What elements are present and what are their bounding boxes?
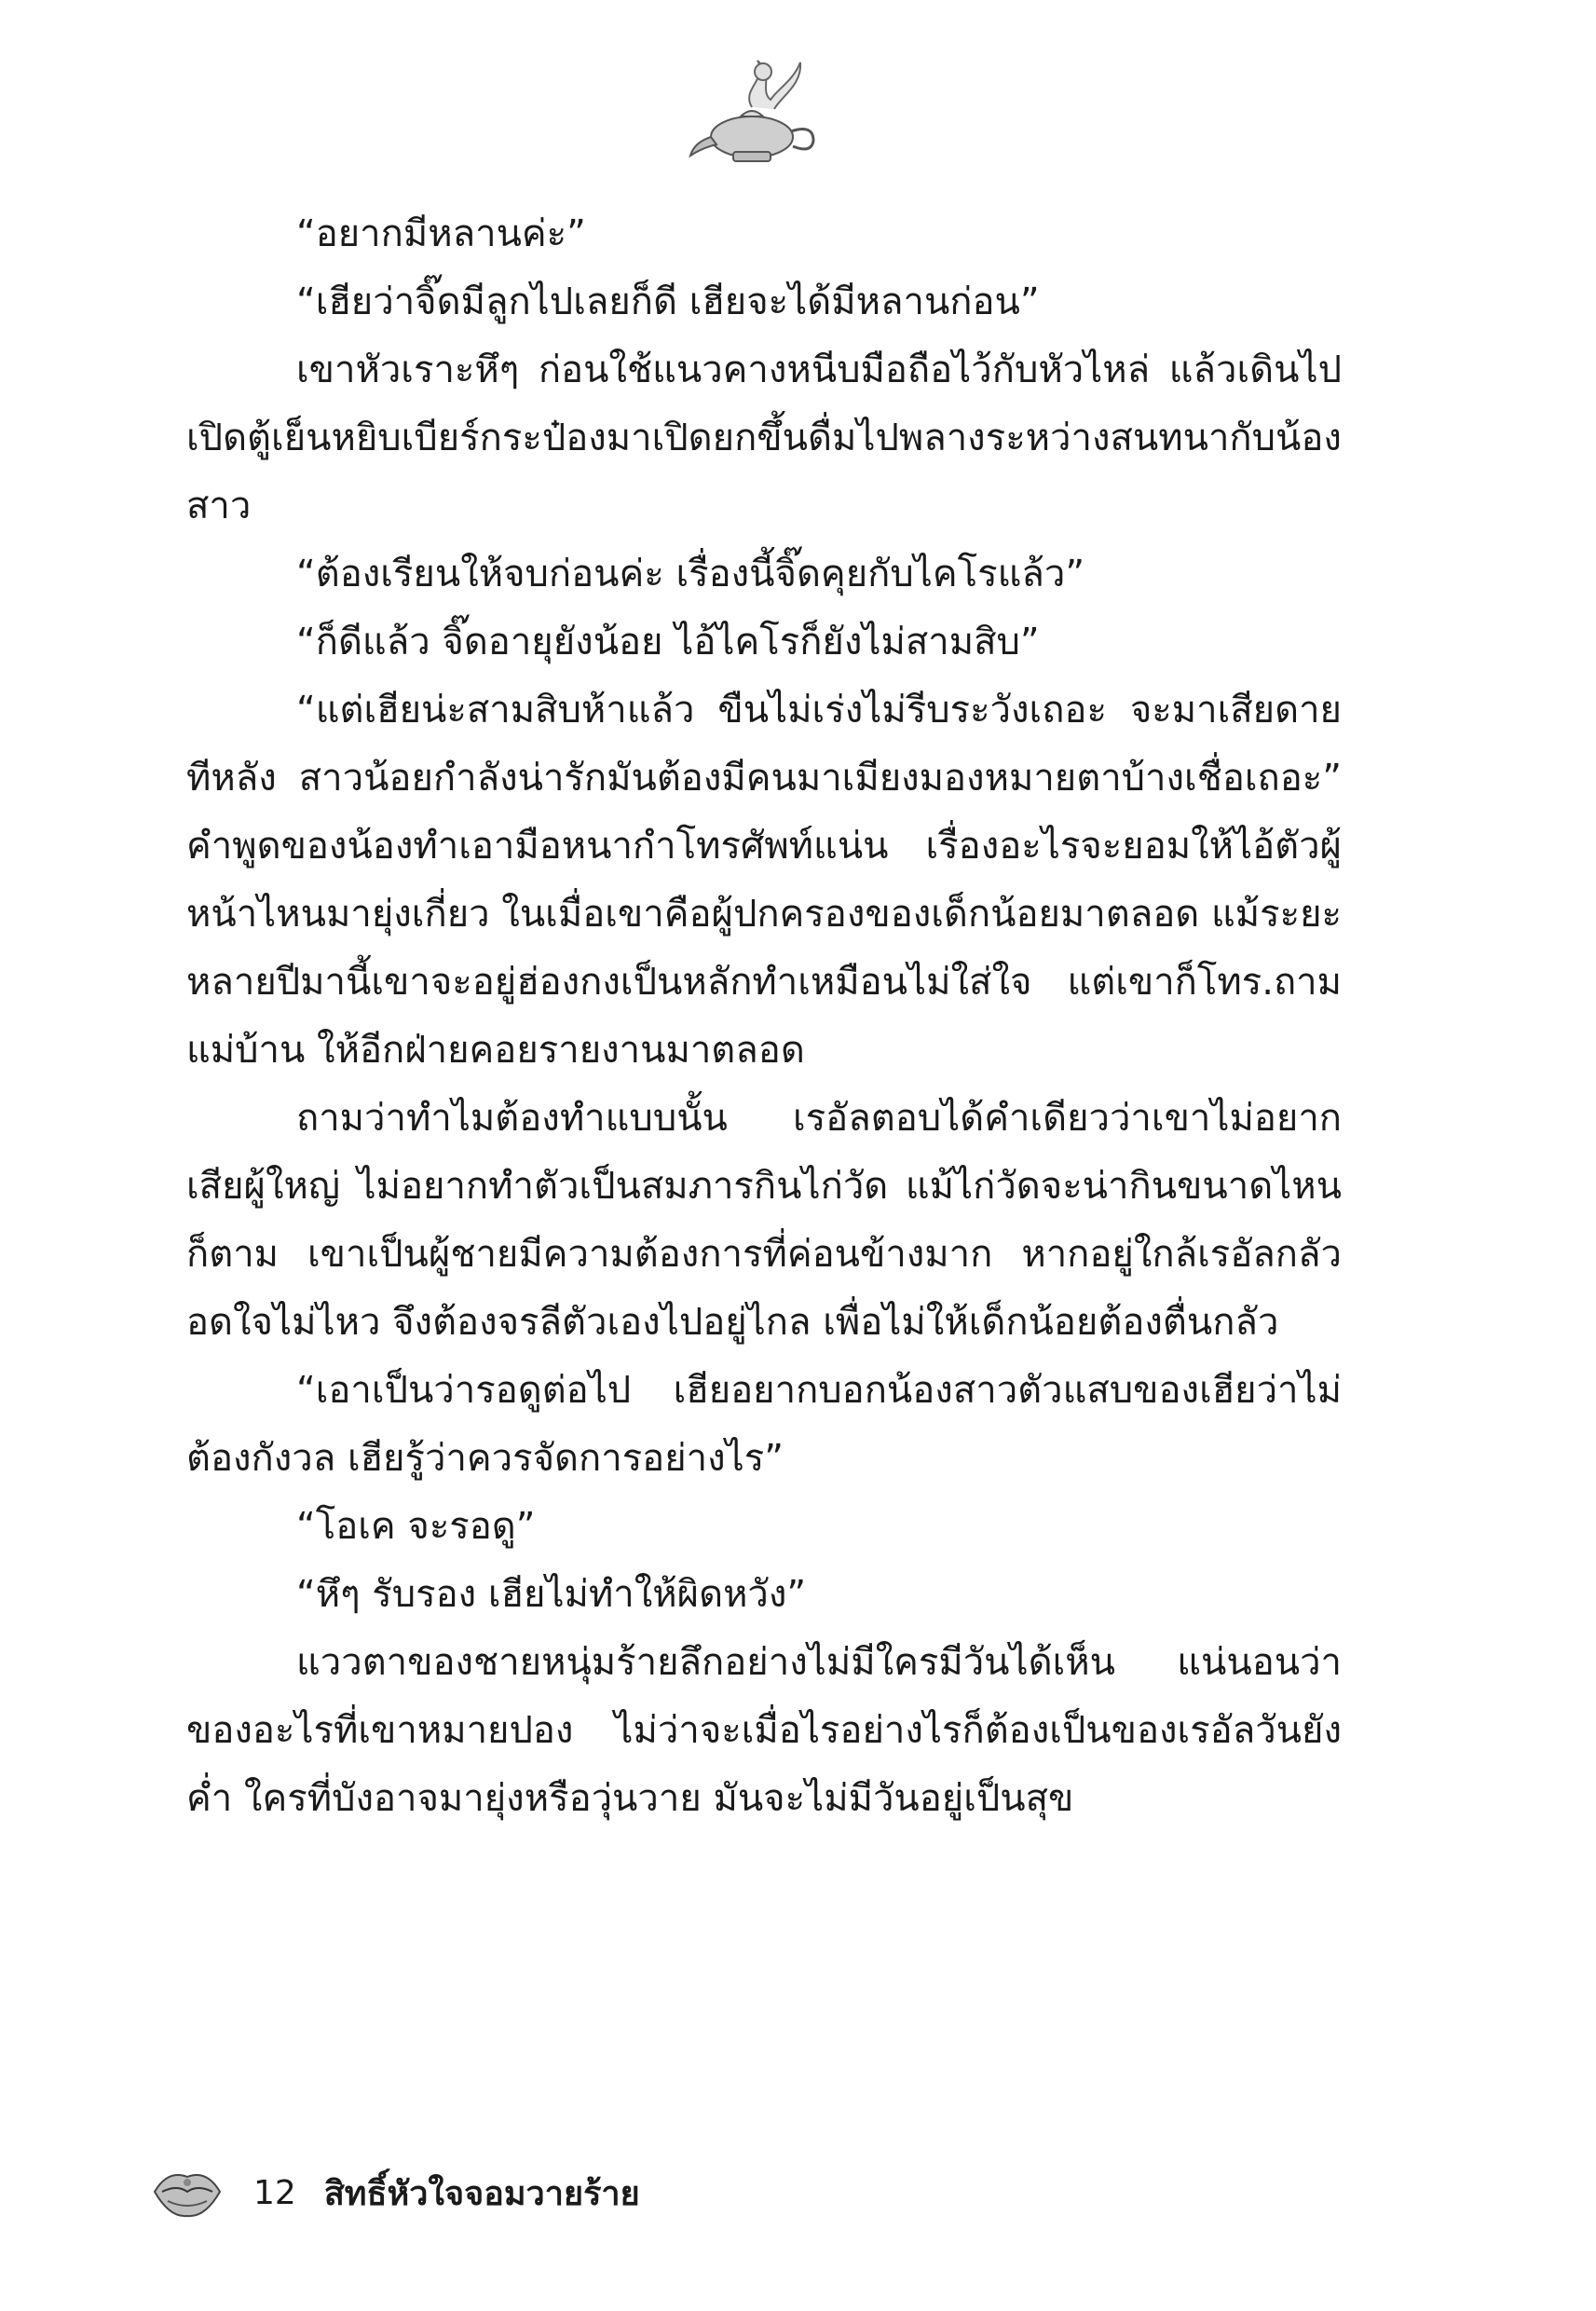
paragraph: “แต่เฮียน่ะสามสิบห้าแล้ว ขืนไม่เร่งไม่รีบระวังเถอะ จะมาเสียดายทีหลัง สาวน้อยกำลังน่ารักมันต้องมีคนมาเมียงมองหมายตาบ้างเชื่อเถอะ” คำพูดของน้องทำเอามือหนากำโทรศัพท์แน่น เรื่องอะไรจะยอมให้ไอ้ตัวผู้หน้าไหนมายุ่งเกี่ยว ในเมื่อเขาคือผู้ปกครองของเด็กน้อยมาตลอด แม้ระยะหลายปีมานี้เขาจะอยู่ฮ่องกงเป็นหลักทำเหมือนไม่ใส่ใจ แต่เขาก็โทร.ถามแม่บ้าน ให้อีกฝ่ายคอยรายงานมาตลอด (186, 689, 1342, 1072)
book-logo-icon (149, 2164, 225, 2222)
page-footer (149, 2160, 640, 2225)
paragraph: ถามว่าทำไมต้องทำแบบนั้น เรอัลตอบได้คำเดียวว่าเขาไม่อยากเสียผู้ใหญ่ ไม่อยากทำตัวเป็นสมภารกินไก่วัด แม้ไก่วัดจะน่ากินขนาดไหนก็ตาม เขาเป็นผู้ชายมีความต้องการที่ค่อนข้างมาก หากอยู่ใกล้เรอัลกลัวอดใจไม่ไหว จึงต้องจรลีตัวเองไปอยู่ไกล เพื่อไม่ให้เด็กน้อยต้องตื่นกลัว (186, 1097, 1342, 1344)
paragraph: “โอเค จะรอดู” (296, 1505, 536, 1548)
paragraph: “อยากมีหลานค่ะ” (296, 212, 586, 255)
paragraph: “เอาเป็นว่ารอดูต่อไป เฮียอยากบอกน้องสาวตัวแสบของเฮียว่าไม่ต้องกังวล เฮียรู้ว่าควรจัดการอย่างไร” (186, 1369, 1342, 1480)
paragraph: “ก็ดีแล้ว จิ๊ดอายุยังน้อย ไอ้ไคโรก็ยังไม่สามสิบ” (296, 621, 1040, 663)
book-title: สิทธิ์หัวใจจอมวายร้าย (323, 2174, 640, 2213)
paragraph: “ต้องเรียนให้จบก่อนค่ะ เรื่องนี้จิ๊ดคุยกับไคโรแล้ว” (296, 553, 1085, 595)
page-number: 12 (253, 2173, 296, 2212)
page-body (186, 200, 1342, 1833)
genie-lamp-icon (685, 51, 825, 172)
paragraph: “หึๆ รับรอง เฮียไม่ทำให้ผิดหวัง” (296, 1573, 807, 1616)
paragraph: เขาหัวเราะหึๆ ก่อนใช้แนวคางหนีบมือถือไว้กับหัวไหล่ แล้วเดินไปเปิดตู้เย็นหยิบเบียร์กระป๋องมาเปิดยกขึ้นดื่มไปพลางระหว่างสนทนากับน้องสาว (186, 349, 1342, 527)
paragraph: แววตาของชายหนุ่มร้ายลึกอย่างไม่มีใครมีวันได้เห็น แน่นอนว่าของอะไรที่เขาหมายปอง ไม่ว่าจะเมื่อไรอย่างไรก็ต้องเป็นของเรอัลวันยังค่ำ ใครที่บังอาจมายุ่งหรือวุ่นวาย มันจะไม่มีวันอยู่เป็นสุข (186, 1641, 1342, 1820)
paragraph: “เฮียว่าจิ๊ดมีลูกไปเลยก็ดี เฮียจะได้มีหลานก่อน” (296, 280, 1040, 323)
